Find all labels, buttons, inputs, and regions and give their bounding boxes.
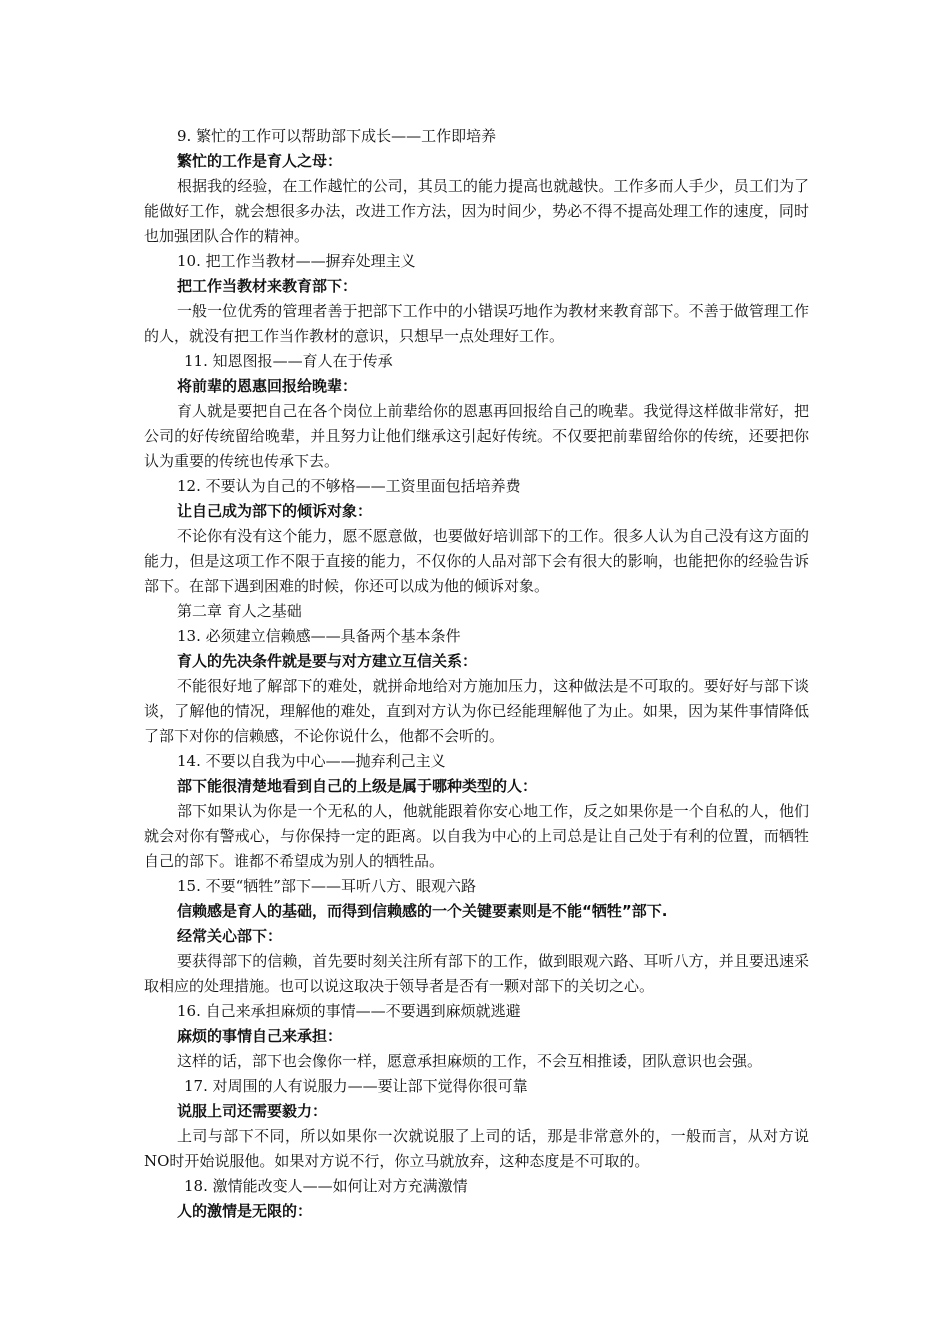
section-paragraph: 根据我的经验，在工作越忙的公司，其员工的能力提高也就越快。工作多而人手少，员工们为了能做好工作，就会想很多办法，改进工作方法，因为时间少，势必不得不提高处理工作的速度，同时也加强团队合作的精神。 [144,177,809,245]
section-heading: 9. 繁忙的工作可以帮助部下成长——工作即培养 [177,127,497,145]
section-heading: 18. 激情能改变人——如何让对方充满激情 [184,1177,468,1195]
section-paragraph: 要获得部下的信赖，首先要时刻关注所有部下的工作，做到眼观六路、耳听八方，并且要迅速采取相应的处理措施。也可以说这取决于领导者是否有一颗对部下的关切之心。 [144,952,809,995]
section-subheading: 繁忙的工作是育人之母： [177,152,343,170]
section-subheading: 麻烦的事情自己来承担： [177,1027,343,1045]
section-heading: 13. 必须建立信赖感——具备两个基本条件 [177,627,461,645]
section-paragraph: 育人就是要把自己在各个岗位上前辈给你的恩惠再回报给自己的晚辈。我觉得这样做非常好，把公司的好传统留给晚辈，并且努力让他们继承这引起好传统。不仅要把前辈留给你的传统，还要把你认为重要的传统也传承下去。 [144,402,809,470]
section-paragraph: 上司与部下不同，所以如果你一次就说服了上司的话，那是非常意外的，一般而言，从对方说NO时开始说服他。如果对方说不行，你立马就放弃，这种态度是不可取的。 [144,1127,809,1170]
document-body [144,124,809,1224]
section-heading: 16. 自己来承担麻烦的事情——不要遇到麻烦就逃避 [177,1002,521,1020]
section-subheading: 部下能很清楚地看到自己的上级是属于哪种类型的人： [177,777,538,795]
section-heading: 10. 把工作当教材——摒弃处理主义 [177,252,416,270]
section-subheading: 信赖感是育人的基础，而得到信赖感的一个关键要素则是不能“牺牲”部下. [177,902,668,920]
section-subheading: 育人的先决条件就是要与对方建立互信关系： [177,652,478,670]
section-heading: 14. 不要以自我为中心——抛弃利己主义 [177,752,446,770]
chapter-title: 第二章 育人之基础 [177,602,302,620]
section-subheading-secondary: 经常关心部下： [177,927,283,945]
section-heading: 11. 知恩图报——育人在于传承 [184,352,393,370]
section-subheading: 将前辈的恩惠回报给晚辈： [177,377,358,395]
section-heading: 15. 不要“牺牲”部下——耳听八方、眼观六路 [177,877,476,895]
section-subheading: 把工作当教材来教育部下： [177,277,358,295]
section-paragraph: 一般一位优秀的管理者善于把部下工作中的小错误巧地作为教材来教育部下。不善于做管理工作的人，就没有把工作当作教材的意识，只想早一点处理好工作。 [144,302,809,345]
section-heading: 17. 对周围的人有说服力——要让部下觉得你很可靠 [184,1077,528,1095]
section-subheading: 让自己成为部下的倾诉对象： [177,502,373,520]
section-paragraph: 这样的话，部下也会像你一样，愿意承担麻烦的工作，不会互相推诿，团队意识也会强。 [177,1052,763,1070]
section-subheading: 人的激情是无限的： [177,1202,313,1220]
section-heading: 12. 不要认为自己的不够格——工资里面包括培养费 [177,477,521,495]
section-paragraph: 部下如果认为你是一个无私的人，他就能跟着你安心地工作，反之如果你是一个自私的人，他们就会对你有警戒心，与你保持一定的距离。以自我为中心的上司总是让自己处于有利的位置，而牺牲自己的部下。谁都不希望成为别人的牺牲品。 [144,802,809,870]
section-paragraph: 不能很好地了解部下的难处，就拼命地给对方施加压力，这种做法是不可取的。要好好与部下谈谈，了解他的情况，理解他的难处，直到对方认为你已经能理解他了为止。如果，因为某件事情降低了部下对你的信赖感，不论你说什么，他都不会听的。 [144,677,809,745]
section-subheading: 说服上司还需要毅力： [177,1102,328,1120]
section-paragraph: 不论你有没有这个能力，愿不愿意做，也要做好培训部下的工作。很多人认为自己没有这方面的能力，但是这项工作不限于直接的能力，不仅你的人品对部下会有很大的影响，也能把你的经验告诉部下。在部下遇到困难的时候，你还可以成为他的倾诉对象。 [144,527,809,595]
